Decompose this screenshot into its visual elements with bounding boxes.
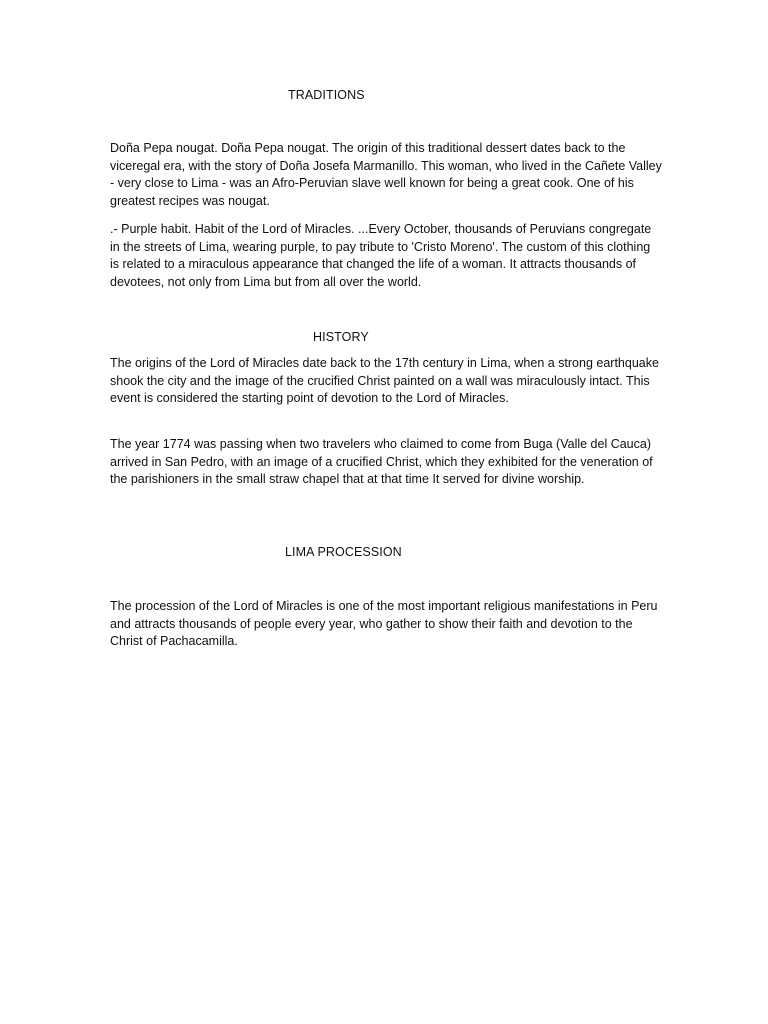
paragraph-year-1774: The year 1774 was passing when two travelers who claimed to come from Buga (Valle del Cauca) arrived in San Pedro, with an image of a crucified Christ, which they exhibited for the veneration of the parishioners in the small straw chapel that at that time It served for divine worship. xyxy=(110,437,653,487)
section-heading-traditions: TRADITIONS xyxy=(288,88,365,102)
paragraph-purple-habit: .- Purple habit. Habit of the Lord of Miracles. ...Every October, thousands of Peruvians congregate in the streets of Lima, wearing purple, to pay tribute to 'Cristo Moreno'. The custom of this clothing is related to a miraculous appearance that changed the life of a woman. It attracts thousands of devotees, not only from Lima but from all over the world. xyxy=(110,222,652,289)
paragraph-dona-pepa-nougat: Doña Pepa nougat. Doña Pepa nougat. The origin of this traditional dessert dates back to the viceregal era, with the story of Doña Josefa Marmanillo. This woman, who lived in the Cañete Valley - very close to Lima - was an Afro-Peruvian slave well known for being a great cook. One of his greatest recipes was nougat. xyxy=(110,141,662,208)
paragraph-origins: The origins of the Lord of Miracles date back to the 17th century in Lima, when a strong earthquake shook the city and the image of the crucified Christ painted on a wall was miraculously intact. This event is considered the starting point of devotion to the Lord of Miracles. xyxy=(110,356,659,406)
section-heading-history: HISTORY xyxy=(313,330,369,344)
section-heading-lima-procession: LIMA PROCESSION xyxy=(285,545,402,559)
paragraph-procession: The procession of the Lord of Miracles is one of the most important religious manifestations in Peru and attracts thousands of people every year, who gather to show their faith and devotion to the Christ of Pachacamilla. xyxy=(110,599,658,649)
